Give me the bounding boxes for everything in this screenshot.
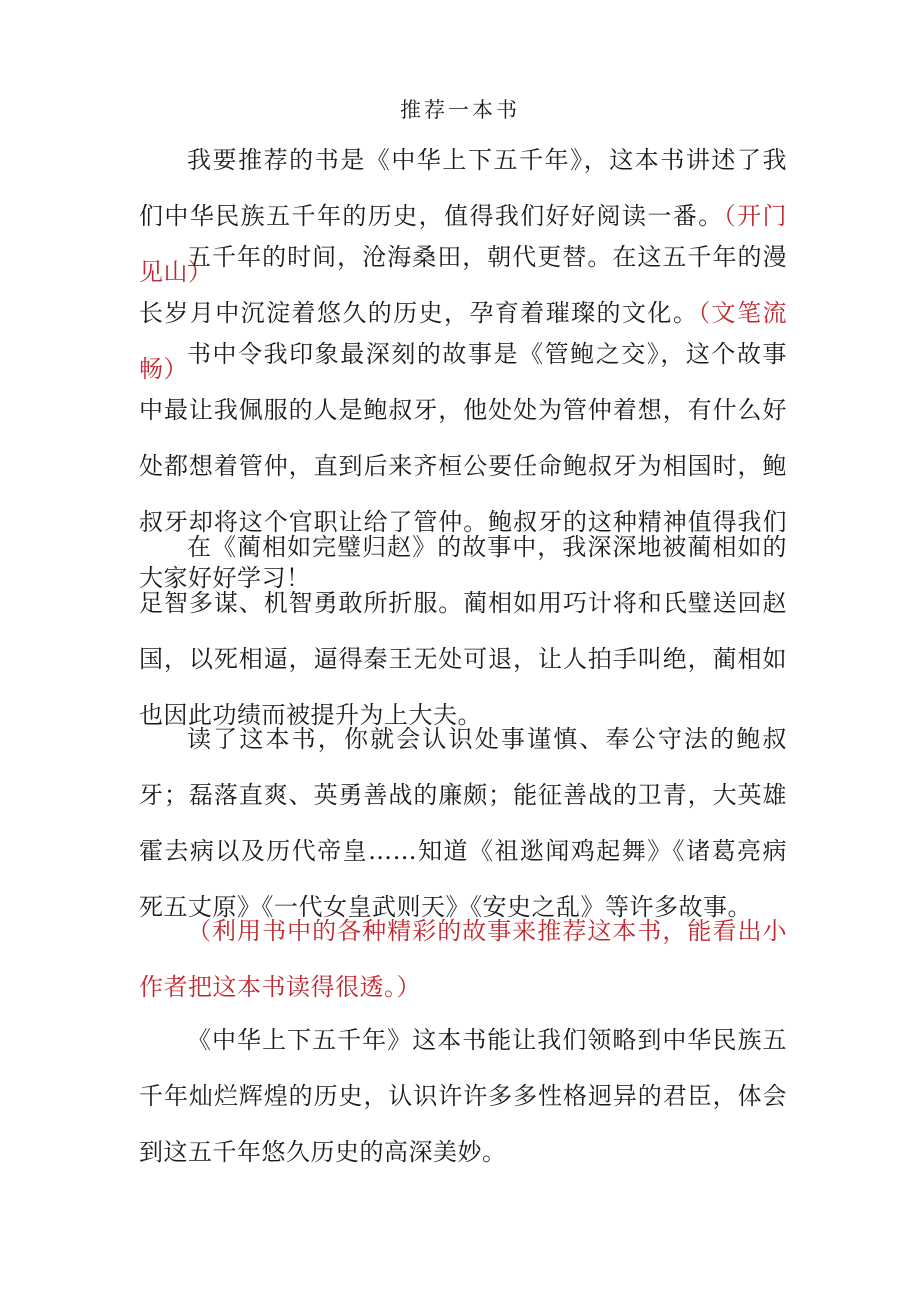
paragraph-text: 《中华上下五千年》这本书能让我们领略到中华民族五千年灿烂辉煌的历史，认识许许多多性格迥异的君臣，体会到这五千年悠久历史的高深美妙。 (139, 1026, 787, 1166)
teacher-comment-block (139, 903, 787, 1015)
paragraph-text: 书中令我印象最深刻的故事是《管鲍之交》，这个故事中最让我佩服的人是鲍叔牙，他处处为管仲着想，有什么好处都想着管仲，直到后来齐桓公要任命鲍叔牙为相国时，鲍叔牙却将这个官职让给了管仲。鲍叔牙的这种精神值得我们大家好好学习！ (139, 340, 787, 592)
paragraph-characters (139, 711, 787, 935)
teacher-comment: （文笔流畅） (139, 299, 788, 383)
paragraph-text: 我要推荐的书是《中华上下五千年》，这本书讲述了我们中华民族五千年的历史，值得我们好好阅读一番。 (139, 146, 787, 230)
paragraph-linxiangru (139, 519, 787, 743)
essay-title: 推荐一本书 (400, 98, 520, 122)
teacher-comment: （利用书中的各种精彩的故事来推荐这本书，能看出小作者把这本书读得很透。） (139, 917, 787, 1001)
paragraph-text: 五千年的时间，沧海桑田，朝代更替。在这五千年的漫长岁月中沉淀着悠久的历史，孕育着璀璨的文化。 (139, 243, 787, 327)
paragraph-text: 读了这本书，你就会认识处事谨慎、奉公守法的鲍叔牙；磊落直爽、英勇善战的廉颇；能征善战的卫青，大英雄霍去病以及历代帝皇……知道《祖逖闻鸡起舞》《诸葛亮病死五丈原》《一代女皇武则天》《安史之乱》等许多故事。 (139, 725, 787, 921)
teacher-comment: （开门见山） (139, 202, 788, 286)
paragraph-text: 在《蔺相如完璧归赵》的故事中，我深深地被蔺相如的足智多谋、机智勇敢所折服。蔺相如用巧计将和氏璧送回赵国，以死相逼，逼得秦王无处可退，让人拍手叫绝，蔺相如也因此功绩而被提升为上大夫。 (139, 533, 787, 729)
paragraph-conclusion (139, 1012, 787, 1180)
